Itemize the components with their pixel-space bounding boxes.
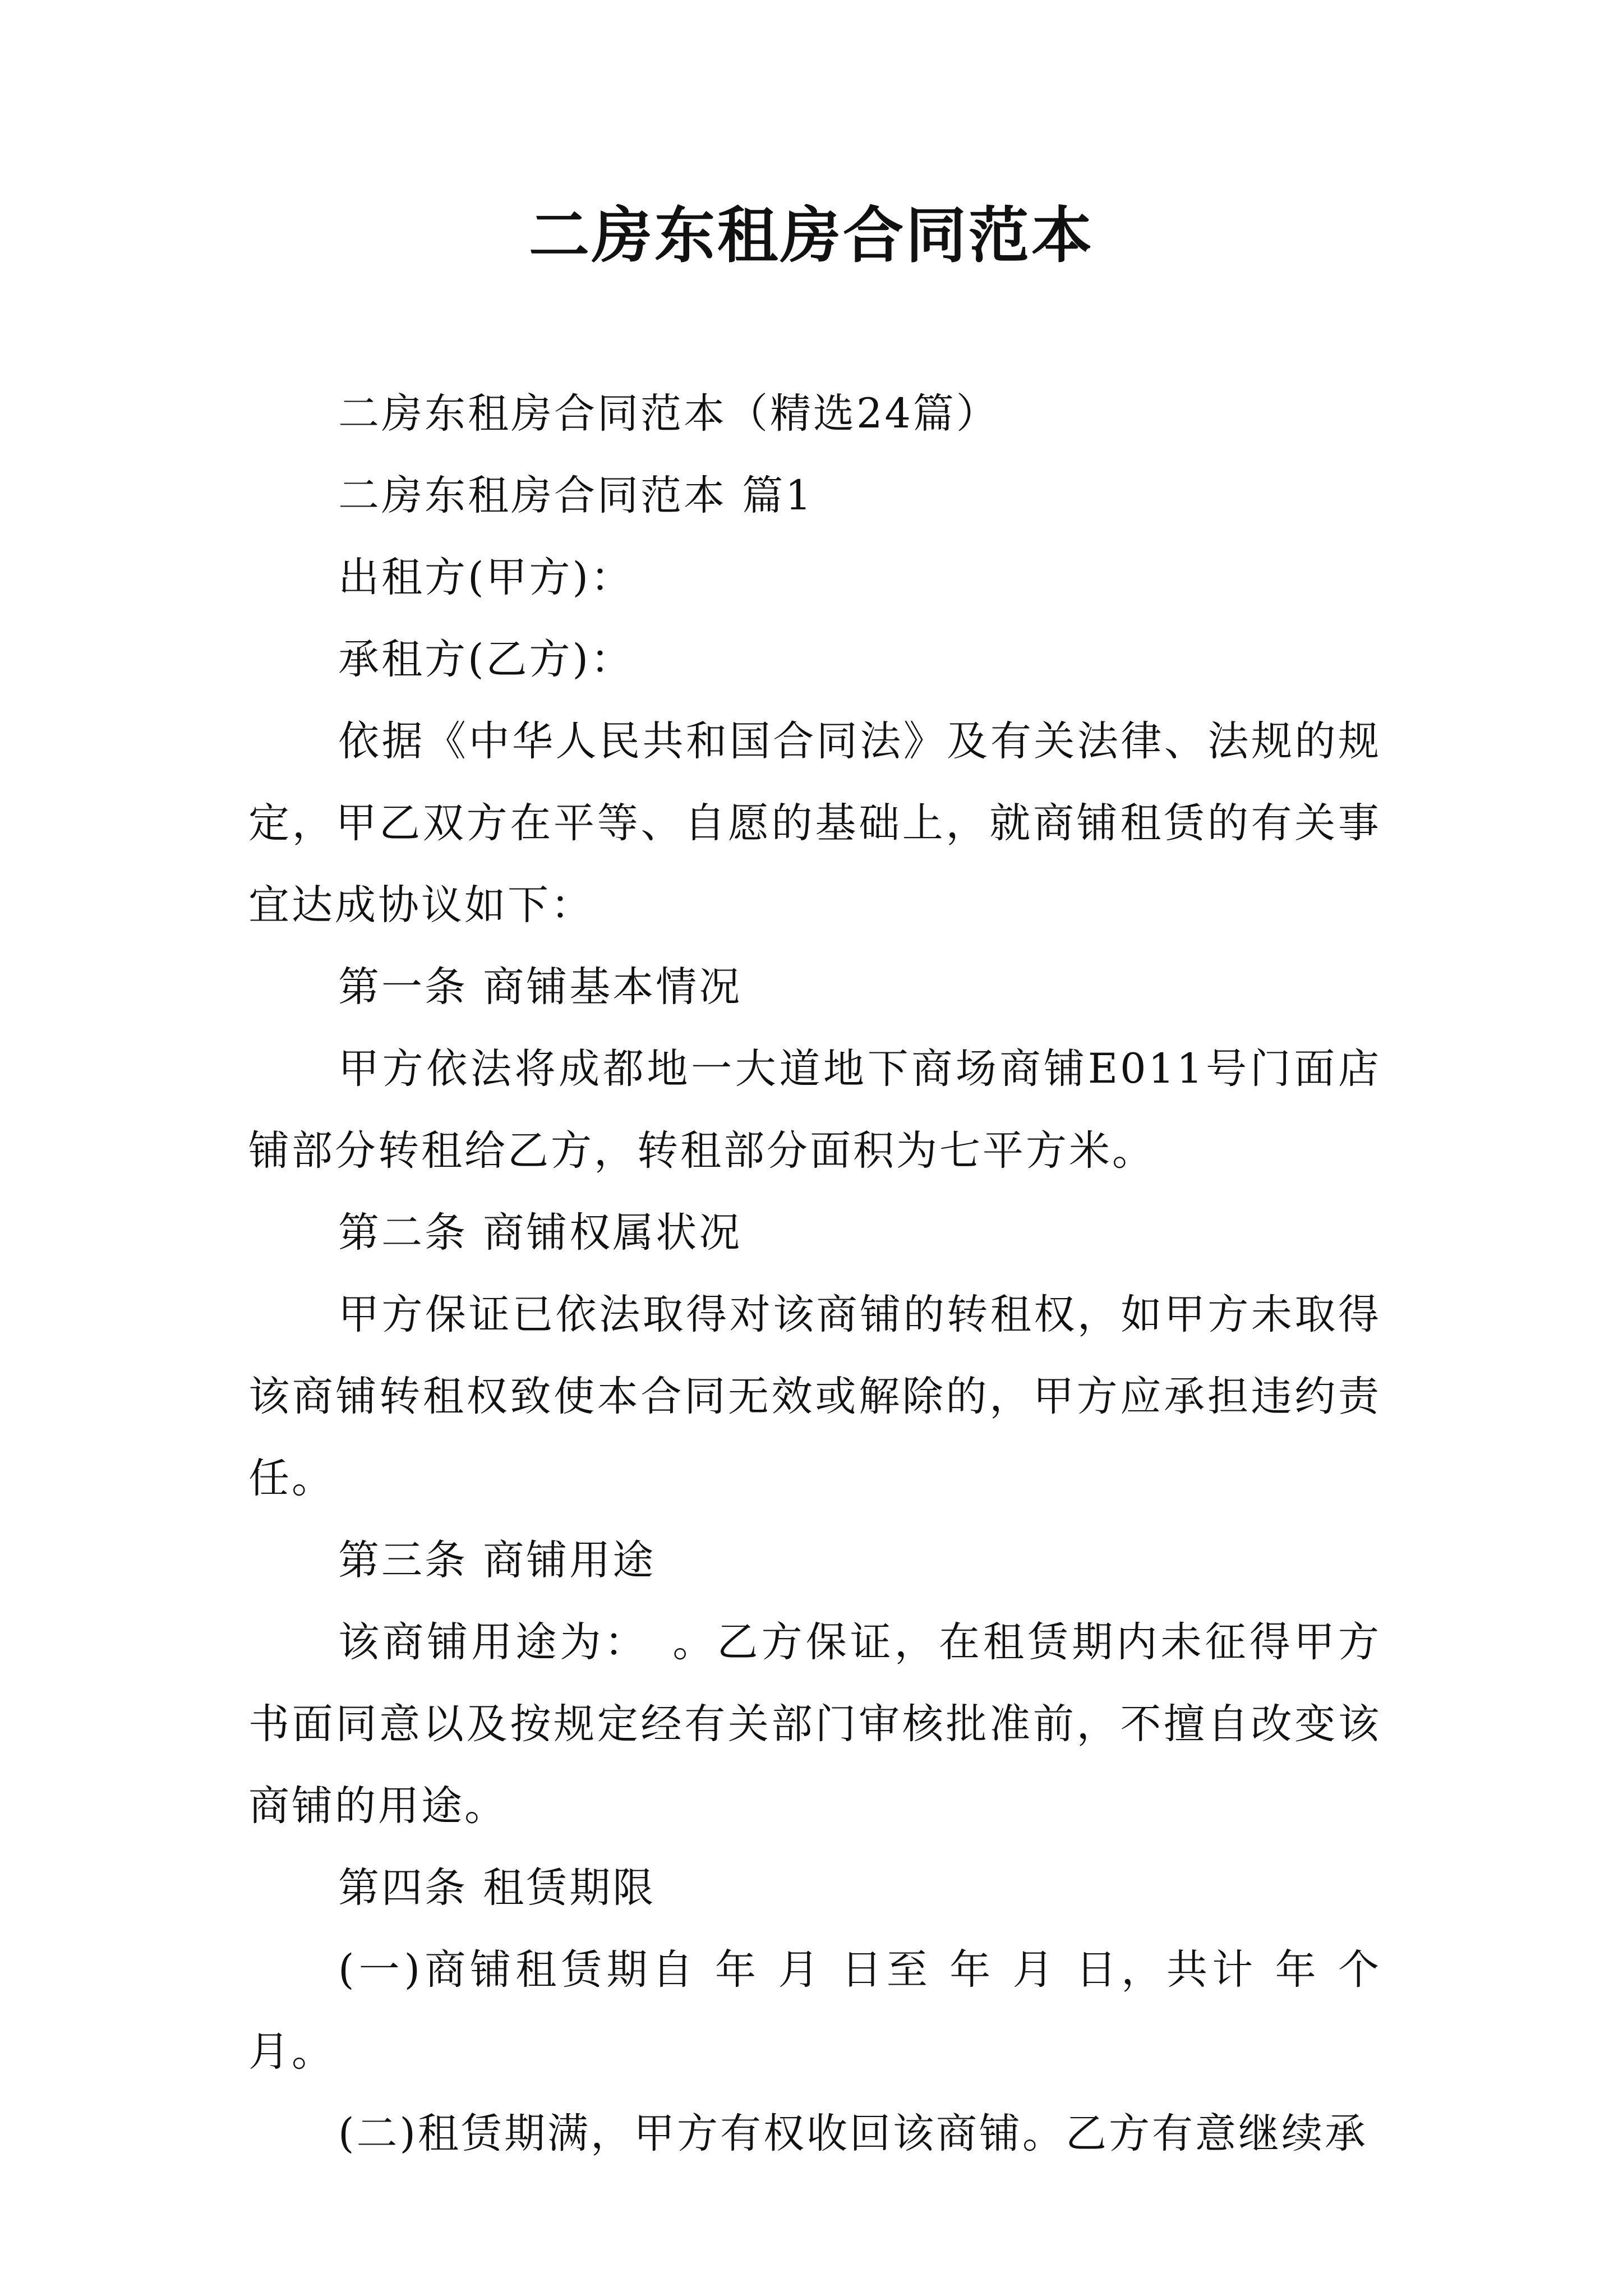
paragraph-article-4-heading: 第四条 租赁期限 xyxy=(338,1864,656,1912)
paragraph-article-3-heading: 第三条 商铺用途 xyxy=(338,1536,656,1584)
paragraph-article-3-body: 该商铺用途为： 。乙方保证，在租赁期内未征得甲方书面同意以及按规定经有关部门审核批准前，不擅自改变该商铺的用途。 xyxy=(248,1618,1381,1830)
paragraph-subtitle: 二房东租房合同范本（精选24篇） xyxy=(338,390,999,438)
paragraph-article-2-body: 甲方保证已依法取得对该商铺的转租权，如甲方未取得该商铺转租权致使本合同无效或解除的，甲方应承担违约责任。 xyxy=(248,1291,1381,1502)
paragraph-lessor: 出租方(甲方)： xyxy=(338,554,634,601)
paragraph-lessee: 承租方(乙方)： xyxy=(338,636,634,683)
paragraph-article-4-clause-1: (一)商铺租赁期自 年 月 日至 年 月 日，共计 年 个月。 xyxy=(248,1946,1381,2076)
paragraph-article-1-heading: 第一条 商铺基本情况 xyxy=(338,963,743,1011)
paragraph-article-2-heading: 第二条 商铺权属状况 xyxy=(338,1209,743,1257)
document-title: 二房东租房合同范本 xyxy=(528,200,1094,271)
paragraph-article-1-body: 甲方依法将成都地一大道地下商场商铺E011号门面店铺部分转租给乙方，转租部分面积为七平方米。 xyxy=(248,1045,1381,1175)
paragraph-preamble: 依据《中华人民共和国合同法》及有关法律、法规的规定，甲乙双方在平等、自愿的基础上，就商铺租赁的有关事宜达成协议如下： xyxy=(248,717,1381,929)
paragraph-article-4-clause-2: (二)租赁期满，甲方有权收回该商铺。乙方有意继续承 xyxy=(338,2110,1368,2157)
paragraph-part-heading: 二房东租房合同范本 篇1 xyxy=(338,472,814,519)
document-body xyxy=(248,373,1381,2175)
